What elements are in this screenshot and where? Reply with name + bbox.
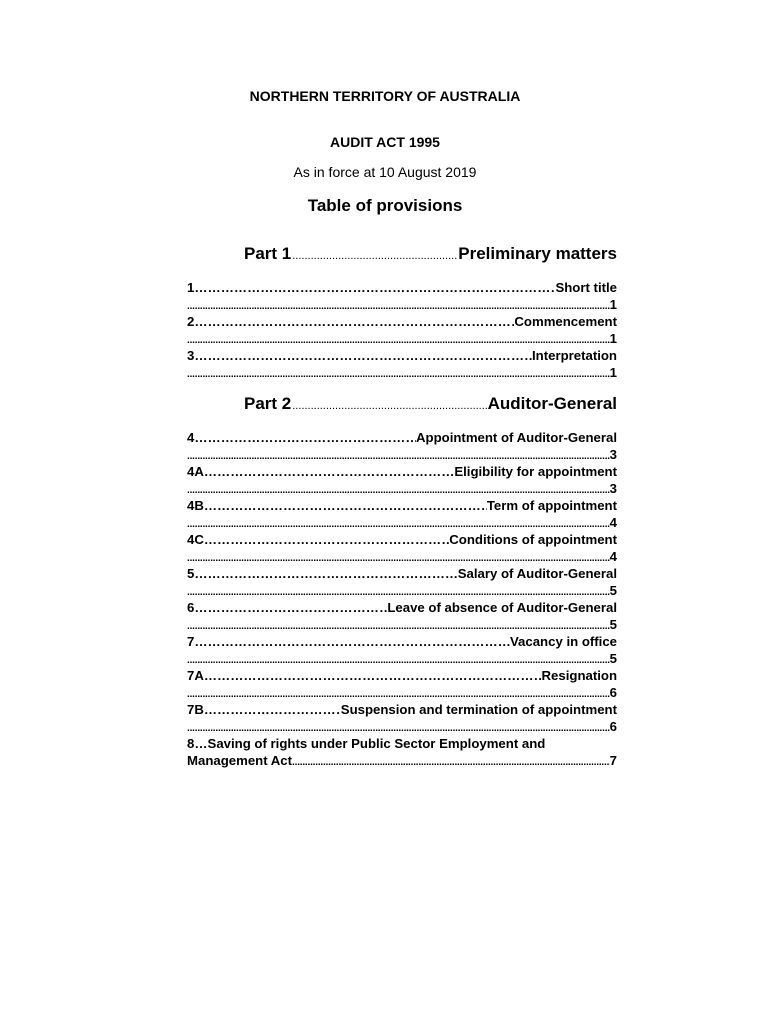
part-label: Part 1 [244,244,292,263]
leader-dots [292,400,486,412]
toc-entry-5[interactable] [187,565,617,599]
toc-entry-4b[interactable] [187,497,617,531]
page-number: 3 [609,481,617,496]
toc-entry-7[interactable] [187,633,617,667]
section-title: Appointment of Auditor-General [416,430,617,445]
page-number: 1 [609,331,617,346]
section-title-line-2: Management Act [187,753,293,768]
part-1-entries [187,279,617,381]
leader-dots [204,701,341,718]
leader-dots [194,565,457,582]
page-number: 4 [609,515,617,530]
section-number: 4A [187,464,204,479]
section-number: 8 [187,736,195,751]
toc-entry-6[interactable] [187,599,617,633]
leader-dots [194,347,532,364]
toc-heading: Table of provisions [307,196,463,215]
section-title: Resignation [541,668,617,683]
page-number: 4 [609,549,617,564]
leader-dots [204,497,487,514]
part-label: Part 2 [244,394,292,413]
leader-dots [204,531,449,548]
leader-dots [292,250,457,262]
section-title-line-1: Saving of rights under Public Sector Employment and [207,736,546,751]
page-number: 5 [609,583,617,598]
in-force-date: As in force at 10 August 2019 [293,164,477,180]
section-title: Interpretation [532,348,617,363]
leader-dots [194,279,555,296]
toc-entry-1[interactable] [187,279,617,313]
section-number: 4B [187,498,204,513]
leader-dots [204,463,454,480]
page-number: 5 [609,651,617,666]
jurisdiction-heading: NORTHERN TERRITORY OF AUSTRALIA [249,88,521,104]
toc-entry-8[interactable] [187,735,617,769]
leader-dots: … [194,736,208,751]
section-title: Eligibility for appointment [454,464,617,479]
section-number: 7B [187,702,204,717]
section-number: 4 [187,430,195,445]
section-number: 1 [187,280,195,295]
page-number: 1 [609,365,617,380]
leader-dots [187,366,610,383]
section-title: Leave of absence of Auditor-General [387,600,617,615]
section-title: Commencement [514,314,617,329]
section-number: 3 [187,348,195,363]
section-number: 2 [187,314,195,329]
page-number: 7 [609,753,617,768]
leader-dots [194,599,387,616]
toc-entry-4c[interactable] [187,531,617,565]
toc-entry-2[interactable] [187,313,617,347]
page-number: 3 [609,447,617,462]
leader-dots [204,667,542,684]
part-title: Auditor-General [487,394,617,413]
section-number: 7 [187,634,195,649]
toc-entry-7a[interactable] [187,667,617,701]
act-title: AUDIT ACT 1995 [330,134,440,150]
toc-entry-4a[interactable] [187,463,617,497]
section-number: 6 [187,600,195,615]
part-2-entries [187,429,617,769]
section-number: 7A [187,668,204,683]
leader-dots [194,429,416,446]
toc-entry-7b[interactable] [187,701,617,735]
leader-dots [194,633,510,650]
toc-entry-4[interactable] [187,429,617,463]
page-number: 1 [609,297,617,312]
leader-dots [292,754,610,771]
section-title: Salary of Auditor-General [457,566,617,581]
section-title: Vacancy in office [509,634,617,649]
part-1-heading[interactable] [244,244,617,264]
page-number: 6 [609,685,617,700]
leader-dots [194,313,514,330]
part-title: Preliminary matters [458,244,617,263]
section-number: 5 [187,566,195,581]
section-title: Term of appointment [486,498,617,513]
section-number: 4C [187,532,204,547]
section-title: Conditions of appointment [449,532,617,547]
part-2-heading[interactable] [244,394,617,414]
page-number: 6 [609,719,617,734]
section-title: Suspension and termination of appointment [340,702,617,717]
toc-entry-3[interactable] [187,347,617,381]
page-number: 5 [609,617,617,632]
section-title: Short title [555,280,617,295]
